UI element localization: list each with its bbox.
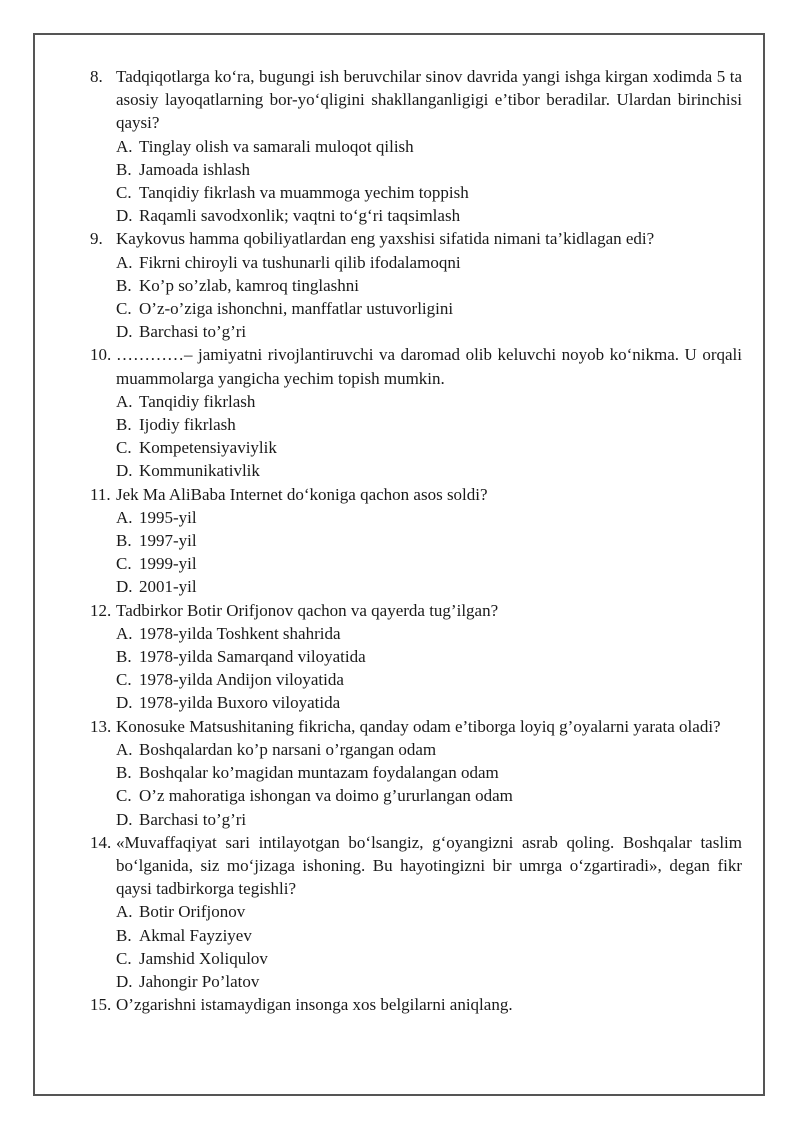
option-letter: C. xyxy=(116,183,132,203)
option-letter: C. xyxy=(116,786,132,806)
option-text: Kommunikativlik xyxy=(139,461,260,481)
option-text: Barchasi to’g’ri xyxy=(139,809,247,829)
option-letter: D. xyxy=(116,461,133,481)
answer-option xyxy=(116,645,742,668)
option-letter: A. xyxy=(116,902,133,922)
option-text: Jamoada ishlash xyxy=(139,159,250,179)
answer-options xyxy=(116,251,742,344)
option-text: Barchasi to’g’ri xyxy=(139,322,247,342)
option-letter: B. xyxy=(116,159,132,179)
answer-option xyxy=(116,204,742,227)
question-number: 13. xyxy=(90,716,112,736)
answer-option xyxy=(116,970,742,993)
answer-options xyxy=(116,900,742,993)
answer-option xyxy=(116,947,742,970)
option-letter: D. xyxy=(116,971,133,991)
option-letter: A. xyxy=(116,739,133,759)
question-item xyxy=(90,343,742,482)
answer-option xyxy=(116,506,742,529)
question-number: 8. xyxy=(90,67,103,86)
answer-option xyxy=(116,668,742,691)
option-letter: C. xyxy=(116,948,132,968)
option-text: Tanqidiy fikrlash xyxy=(139,391,256,411)
question-number: 15. xyxy=(90,995,112,1015)
question-item xyxy=(90,483,742,599)
answer-option xyxy=(116,761,742,784)
option-text: 1978-yilda Buxoro viloyatida xyxy=(139,693,341,713)
option-text: Kompetensiyaviylik xyxy=(139,438,277,458)
option-text: 1978-yilda Andijon viloyatida xyxy=(139,670,344,690)
option-letter: D. xyxy=(116,577,133,597)
question-list xyxy=(90,65,742,1016)
answer-option xyxy=(116,552,742,575)
answer-option xyxy=(116,808,742,831)
question-text: Konosuke Matsushitaning fikricha, qanday odam e’tiborga loyiq g’oyalarni yarata oladi? xyxy=(116,716,721,736)
option-letter: A. xyxy=(116,252,133,272)
option-text: Ko’p so’zlab, kamroq tinglashni xyxy=(139,275,360,295)
answer-options xyxy=(116,135,742,228)
option-text: O’z mahoratiga ishongan va doimo g’ururlangan odam xyxy=(139,786,513,806)
option-text: O’z-o’ziga ishonchni, manffatlar ustuvorligini xyxy=(139,299,454,319)
answer-option xyxy=(116,390,742,413)
option-letter: D. xyxy=(116,809,133,829)
option-text: 1995-yil xyxy=(139,507,197,527)
option-letter: B. xyxy=(116,647,132,667)
question-number: 9. xyxy=(90,229,103,249)
answer-option xyxy=(116,459,742,482)
option-letter: D. xyxy=(116,693,133,713)
option-letter: A. xyxy=(116,623,133,643)
answer-option xyxy=(116,413,742,436)
option-text: Jahongir Po’latov xyxy=(139,971,260,991)
question-text: Kaykovus hamma qobiliyatlardan eng yaxshisi sifatida nimani ta’kidlagan edi? xyxy=(116,229,655,249)
option-text: Botir Orifjonov xyxy=(139,902,246,922)
option-text: Tinglay olish va samarali muloqot qilish xyxy=(139,136,414,156)
question-number: 10. xyxy=(90,345,112,365)
option-text: Fikrni chiroyli va tushunarli qilib ifodalamoqni xyxy=(139,252,461,272)
option-text: Jamshid Xoliqulov xyxy=(139,948,268,968)
option-letter: B. xyxy=(116,531,132,551)
option-letter: B. xyxy=(116,763,132,783)
option-text: 2001-yil xyxy=(139,577,197,597)
option-text: Raqamli savodxonlik; vaqtni to‘g‘ri taqsimlash xyxy=(139,206,461,226)
option-text: Boshqalardan ko’p narsani o’rgangan odam xyxy=(139,739,437,759)
question-item xyxy=(90,65,742,227)
answer-option xyxy=(116,181,742,204)
answer-option xyxy=(116,158,742,181)
option-letter: B. xyxy=(116,925,132,945)
question-item xyxy=(90,831,742,993)
option-text: Ijodiy fikrlash xyxy=(139,415,236,435)
answer-option xyxy=(116,575,742,598)
option-letter: C. xyxy=(116,299,132,319)
answer-option xyxy=(116,738,742,761)
option-letter: A. xyxy=(116,507,133,527)
answer-option xyxy=(116,691,742,714)
option-letter: B. xyxy=(116,275,132,295)
answer-option xyxy=(116,900,742,923)
answer-option xyxy=(116,135,742,158)
option-text: 1978-yilda Toshkent shahrida xyxy=(139,623,341,643)
option-text: 1978-yilda Samarqand viloyatida xyxy=(139,647,366,667)
answer-option xyxy=(116,529,742,552)
option-text: 1997-yil xyxy=(139,531,197,551)
question-text: …………– jamiyatni rivojlantiruvchi va daromad olib keluvchi noyob ko‘nikma. U orqali muammolarga yangicha yechim topish mumkin. xyxy=(116,345,742,388)
question-text: Tadbirkor Botir Orifjonov qachon va qayerda tug’ilgan? xyxy=(116,600,499,620)
question-number: 12. xyxy=(90,600,112,620)
question-item xyxy=(90,715,742,831)
option-text: Akmal Fayziyev xyxy=(139,925,252,945)
answer-option xyxy=(116,251,742,274)
option-letter: D. xyxy=(116,206,133,226)
question-number: 14. xyxy=(90,832,112,852)
option-letter: C. xyxy=(116,670,132,690)
question-text: Tadqiqotlarga ko‘ra, bugungi ish beruvchilar sinov davrida yangi ishga kirgan xodimda 5 ta asosiy layoqatlarning bor-yo‘qligini shakllanganligigi e’tibor beradilar. Ulardan birinchisi qaysi? xyxy=(116,67,742,133)
option-text: Tanqidiy fikrlash va muammoga yechim toppish xyxy=(139,183,469,203)
answer-options xyxy=(116,622,742,715)
option-letter: A. xyxy=(116,391,133,411)
answer-option xyxy=(116,924,742,947)
question-text: Jek Ma AliBaba Internet do‘koniga qachon asos soldi? xyxy=(116,484,488,504)
question-text: O’zgarishni istamaydigan insonga xos belgilarni aniqlang. xyxy=(116,995,513,1015)
answer-option xyxy=(116,274,742,297)
option-letter: B. xyxy=(116,415,132,435)
option-letter: D. xyxy=(116,322,133,342)
option-letter: C. xyxy=(116,554,132,574)
option-text: 1999-yil xyxy=(139,554,197,574)
answer-option xyxy=(116,297,742,320)
question-item xyxy=(90,599,742,715)
answer-options xyxy=(116,506,742,599)
answer-option xyxy=(116,784,742,807)
answer-option xyxy=(116,320,742,343)
question-item xyxy=(90,227,742,343)
answer-option xyxy=(116,622,742,645)
answer-options xyxy=(116,738,742,831)
question-item xyxy=(90,993,742,1016)
answer-options xyxy=(116,390,742,483)
option-letter: C. xyxy=(116,438,132,458)
option-letter: A. xyxy=(116,136,133,156)
question-text: «Muvaffaqiyat sari intilayotgan bo‘lsangiz, g‘oyangizni asrab qoling. Boshqalar taslim bo‘lganida, siz mo‘jizaga ishoning. Bu hayotingizni bir umrga o‘zgartiradi», degan fikr qaysi tadbirkorga tegishli? xyxy=(116,832,742,899)
option-text: Boshqalar ko’magidan muntazam foydalangan odam xyxy=(139,763,499,783)
question-number: 11. xyxy=(90,484,111,504)
answer-option xyxy=(116,436,742,459)
